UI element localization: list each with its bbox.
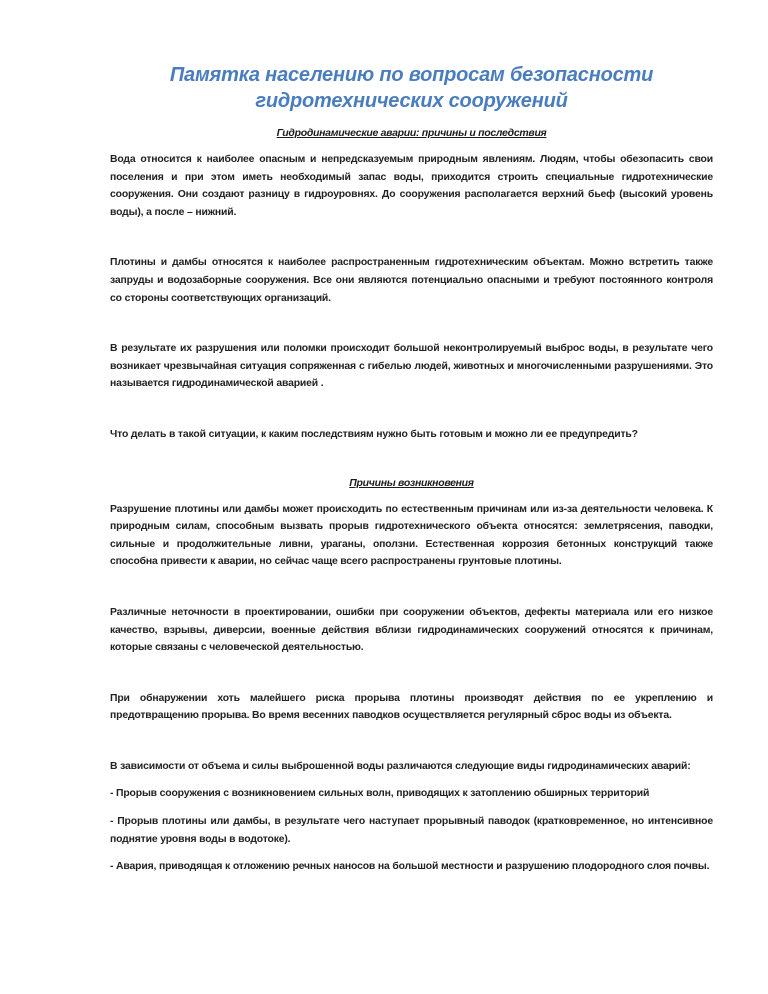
list-item: - Прорыв сооружения с возникновением сильных волн, приводящих к затоплению обширных территорий: [110, 788, 650, 800]
document-page: [110, 62, 713, 876]
paragraph: В результате их разрушения или поломки происходит большой неконтролируемый выброс воды, в результате чего возникает чрезвычайная ситуация сопряженная с гибелью людей, животных и многочисленными разрушениями. Это называется гидродинамической аварией .: [110, 343, 713, 390]
paragraph: В зависимости от объема и силы выброшенной воды различаются следующие виды гидродинамических аварий:: [110, 760, 691, 772]
paragraph: Вода относится к наиболее опасным и непредсказуемым природным явлениям. Людям, чтобы обезопасить свои поселения и при этом иметь необходимый запас воды, приходится строить специальные гидротехнические сооружения. Они создают разницу в гидроуровнях. До сооружения располагается верхний бьеф (высокий уровень воды), а после – нижний.: [110, 154, 713, 218]
list-item: - Прорыв плотины или дамбы, в результате чего наступает прорывный паводок (кратковременное, но интенсивное поднятие уровня воды в водотоке).: [110, 816, 713, 845]
paragraph: Разрушение плотины или дамбы может происходить по естественным причинам или из-за деятельности человека. К природным силам, способным вызвать прорыв гидротехнического объекта относятся: землетрясения, паводки, сильные и продолжительные ливни, ураганы, оползни. Естественная коррозия бетонных конструкций также способна привести к аварии, но сейчас чаще всего распространены грунтовые плотины.: [110, 503, 713, 568]
section-heading-causes-consequences: Гидродинамические аварии: причины и последствия: [276, 127, 547, 139]
paragraph: Различные неточности в проектировании, ошибки при сооружении объектов, дефекты материала или его низкое качество, взрывы, диверсии, военные действия вблизи гидродинамических сооружений относятся к причинам, которые связаны с человеческой деятельностью.: [110, 606, 713, 654]
list-item: - Авария, приводящая к отложению речных наносов на большой местности и разрушению плодородного слоя почвы.: [110, 861, 710, 873]
document-title: Памятка населению по вопросам безопасности гидротехнических сооружений: [169, 64, 654, 112]
paragraph: Что делать в такой ситуации, к каким последствиям нужно быть готовым и можно ли ее предупредить?: [110, 428, 638, 440]
paragraph: Плотины и дамбы относятся к наиболее распространенным гидротехническим объектам. Можно встретить также запруды и водозаборные сооружения. Все они являются потенциально опасными и требуют постоянного контроля со стороны соответствующих организаций.: [110, 257, 713, 304]
paragraph: При обнаружении хоть малейшего риска прорыва плотины производят действия по ее укреплению и предотвращению прорыва. Во время весенних паводков осуществляется регулярный сброс воды из объекта.: [110, 692, 713, 722]
section-heading-causes: Причины возникновения: [349, 476, 474, 489]
